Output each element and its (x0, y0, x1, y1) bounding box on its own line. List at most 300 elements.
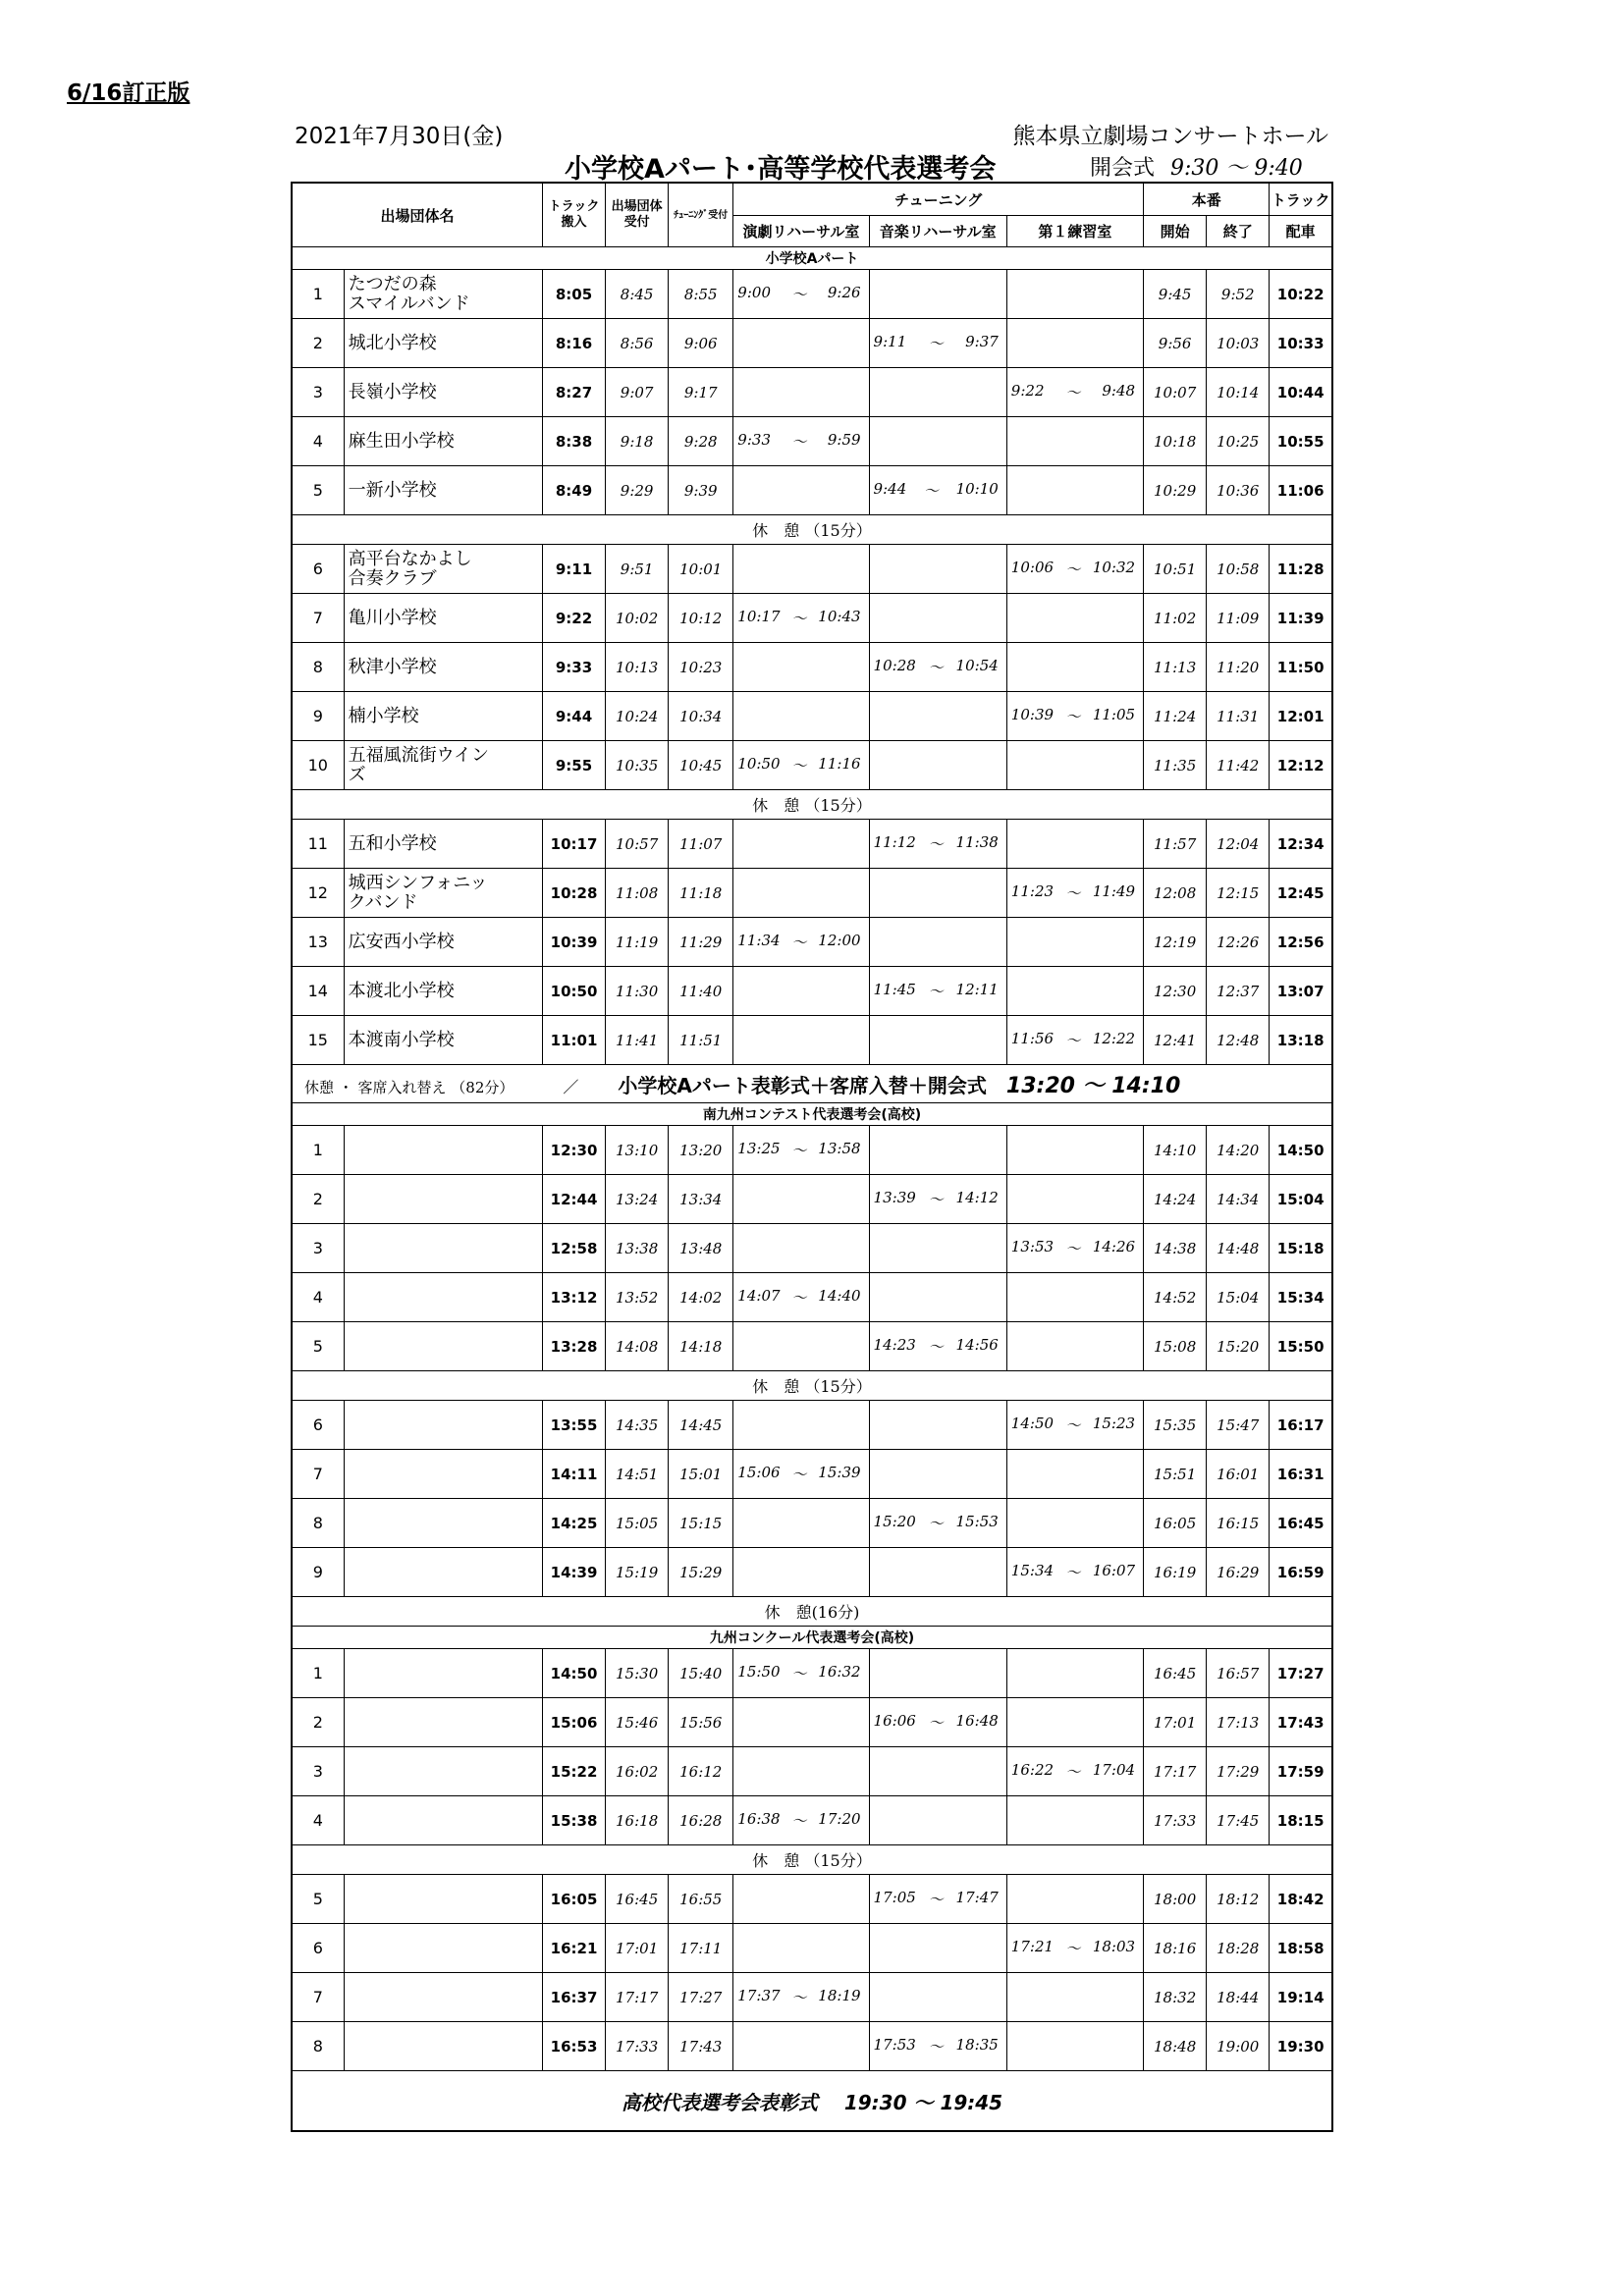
truck-in-time: 8:38 (542, 417, 605, 466)
tilde: ～ (791, 433, 807, 451)
tuning-to: 16:07 (1092, 1562, 1136, 1579)
group-name (344, 1649, 542, 1698)
long-break-label: 休憩 ・ 客席入れ替え （82分） (304, 1078, 514, 1096)
group-name (344, 1875, 542, 1924)
tilde: ～ (1065, 1240, 1081, 1257)
music-room-slot (869, 270, 1006, 319)
schedule-table (291, 182, 1333, 2132)
music-room-slot (869, 1126, 1006, 1175)
practice-room-slot (1006, 692, 1143, 741)
truck-dispatch-time: 18:58 (1270, 1924, 1332, 1973)
schedule-row (292, 1649, 1332, 1698)
ceremony-time: 13:20 ～ 14:10 (1005, 1073, 1181, 1098)
reception-time: 16:45 (606, 1875, 669, 1924)
schedule-row (292, 1924, 1332, 1973)
drama-room-slot (733, 319, 869, 368)
row-number: 12 (292, 869, 344, 918)
group-name (344, 1499, 542, 1548)
tuning-from: 11:45 (873, 981, 916, 998)
long-break-cell (292, 1065, 1332, 1103)
practice-room-slot (1006, 1322, 1143, 1371)
truck-in-time: 9:44 (542, 692, 605, 741)
row-number: 8 (292, 2022, 344, 2071)
music-room-slot (869, 466, 1006, 515)
row-number: 3 (292, 1747, 344, 1796)
tuning-reception-time: 10:01 (669, 545, 733, 594)
practice-room-slot (1006, 1875, 1143, 1924)
group-name-line: 城北小学校 (348, 332, 437, 353)
truck-in-time: 16:05 (542, 1875, 605, 1924)
row-number: 1 (292, 1649, 344, 1698)
truck-dispatch-time: 13:07 (1270, 967, 1332, 1016)
tuning-from: 9:44 (873, 480, 907, 498)
performance-end: 12:15 (1207, 869, 1270, 918)
reception-time: 14:51 (606, 1450, 669, 1499)
performance-end: 11:42 (1207, 741, 1270, 790)
tuning-to: 10:43 (818, 608, 861, 625)
opening-time: 9:30 ～ 9:40 (1170, 156, 1303, 181)
tuning-to: 11:05 (1092, 706, 1136, 723)
truck-dispatch-time: 16:59 (1270, 1548, 1332, 1597)
performance-end: 10:36 (1207, 466, 1270, 515)
music-room-slot (869, 417, 1006, 466)
tilde: ～ (1065, 561, 1081, 578)
drama-room-slot (733, 417, 869, 466)
tuning-to: 14:12 (955, 1189, 999, 1206)
group-name-line: 高平台なかよし (348, 548, 472, 569)
group-name (344, 869, 542, 918)
row-number: 4 (292, 417, 344, 466)
tilde: ～ (923, 482, 939, 500)
tuning-to: 13:58 (818, 1140, 861, 1157)
truck-in-time: 16:37 (542, 1973, 605, 2022)
reception-time: 17:17 (606, 1973, 669, 2022)
tuning-from: 13:39 (873, 1189, 916, 1206)
truck-dispatch-time: 16:31 (1270, 1450, 1332, 1499)
truck-dispatch-time: 12:12 (1270, 741, 1332, 790)
tuning-reception-time: 15:01 (669, 1450, 733, 1499)
performance-end: 16:15 (1207, 1499, 1270, 1548)
practice-room-slot (1006, 1401, 1143, 1450)
tuning-reception-time: 11:40 (669, 967, 733, 1016)
practice-room-slot (1006, 869, 1143, 918)
tuning-reception-time: 16:55 (669, 1875, 733, 1924)
performance-start: 16:45 (1144, 1649, 1207, 1698)
group-name (344, 368, 542, 417)
performance-end: 18:12 (1207, 1875, 1270, 1924)
tilde: ～ (928, 1191, 944, 1208)
schedule-row (292, 1224, 1332, 1273)
performance-start: 18:00 (1144, 1875, 1207, 1924)
tilde: ～ (791, 757, 807, 774)
tuning-reception-time: 9:17 (669, 368, 733, 417)
tuning-from: 13:53 (1010, 1238, 1055, 1255)
tuning-from: 14:07 (737, 1287, 781, 1305)
row-number: 14 (292, 967, 344, 1016)
tuning-to: 10:32 (1092, 559, 1136, 576)
reception-time: 15:30 (606, 1649, 669, 1698)
practice-room-slot (1006, 270, 1143, 319)
tuning-reception-time: 17:11 (669, 1924, 733, 1973)
performance-end: 16:29 (1207, 1548, 1270, 1597)
reception-time: 14:08 (606, 1322, 669, 1371)
tuning-reception-time: 10:45 (669, 741, 733, 790)
performance-start: 16:05 (1144, 1499, 1207, 1548)
tuning-from: 10:50 (737, 755, 781, 773)
truck-dispatch-time: 16:17 (1270, 1401, 1332, 1450)
truck-dispatch-time: 18:42 (1270, 1875, 1332, 1924)
performance-start: 17:33 (1144, 1796, 1207, 1845)
row-number: 6 (292, 545, 344, 594)
performance-start: 10:18 (1144, 417, 1207, 466)
tuning-to: 17:47 (955, 1889, 999, 1906)
drama-room-slot (733, 820, 869, 869)
tuning-from: 11:12 (873, 833, 916, 851)
row-number: 7 (292, 594, 344, 643)
break-label: 休 憩 （15分） (292, 515, 1332, 545)
performance-start: 9:45 (1144, 270, 1207, 319)
tuning-from: 15:20 (873, 1513, 916, 1530)
group-name (344, 270, 542, 319)
practice-room-slot (1006, 466, 1143, 515)
tuning-to: 14:40 (818, 1287, 861, 1305)
break-label: 休 憩 （15分） (292, 1845, 1332, 1875)
truck-in-time: 14:11 (542, 1450, 605, 1499)
group-name-line: 五和小学校 (348, 832, 437, 854)
group-name (344, 1126, 542, 1175)
drama-room-slot (733, 1450, 869, 1499)
row-number: 3 (292, 368, 344, 417)
practice-room-slot (1006, 1747, 1143, 1796)
schedule-row (292, 1796, 1332, 1845)
tuning-to: 14:26 (1092, 1238, 1136, 1255)
page-title: 小学校Aパート･高等学校代表選考会 (565, 154, 997, 185)
reception-time: 8:45 (606, 270, 669, 319)
tilde: ～ (1065, 708, 1081, 725)
tilde: ～ (928, 659, 944, 676)
tilde: ～ (1065, 884, 1081, 902)
reception-time: 15:46 (606, 1698, 669, 1747)
reception-time: 10:57 (606, 820, 669, 869)
venue-name: 熊本県立劇場コンサートホール (1012, 124, 1328, 149)
tuning-from: 15:34 (1010, 1562, 1055, 1579)
truck-in-time: 9:11 (542, 545, 605, 594)
tuning-reception-time: 15:15 (669, 1499, 733, 1548)
practice-room-slot (1006, 1796, 1143, 1845)
tuning-reception-time: 14:18 (669, 1322, 733, 1371)
tuning-reception-time: 11:18 (669, 869, 733, 918)
truck-dispatch-time: 17:27 (1270, 1649, 1332, 1698)
reception-time: 15:05 (606, 1499, 669, 1548)
group-name (344, 1548, 542, 1597)
performance-end: 17:29 (1207, 1747, 1270, 1796)
truck-in-time: 11:01 (542, 1016, 605, 1065)
header-end: 終了 (1207, 216, 1270, 247)
group-name-line: 城西シンフォニッ (348, 872, 488, 893)
tuning-from: 17:21 (1010, 1938, 1055, 1955)
group-name (344, 1747, 542, 1796)
performance-end: 17:13 (1207, 1698, 1270, 1747)
row-number: 9 (292, 1548, 344, 1597)
schedule-row (292, 918, 1332, 967)
group-name (344, 417, 542, 466)
tuning-reception-time: 13:20 (669, 1126, 733, 1175)
tuning-to: 12:00 (818, 932, 861, 949)
drama-room-slot (733, 2022, 869, 2071)
drama-room-slot (733, 1175, 869, 1224)
schedule-row (292, 1016, 1332, 1065)
tuning-from: 11:23 (1010, 882, 1055, 900)
schedule-row (292, 1322, 1332, 1371)
tuning-reception-time: 14:45 (669, 1401, 733, 1450)
tilde: ～ (1065, 1763, 1081, 1781)
event-date: 2021年7月30日(金) (295, 124, 504, 149)
row-number: 6 (292, 1924, 344, 1973)
truck-in-time: 12:58 (542, 1224, 605, 1273)
schedule-row (292, 1875, 1332, 1924)
performance-start: 9:56 (1144, 319, 1207, 368)
tuning-reception-time: 11:29 (669, 918, 733, 967)
truck-dispatch-time: 12:45 (1270, 869, 1332, 918)
tilde: ～ (1065, 1564, 1081, 1581)
tilde: ～ (791, 1466, 807, 1483)
header-tuning-reception: ﾁｭｰﾆﾝｸﾞ受付 (669, 183, 733, 247)
music-room-slot (869, 1401, 1006, 1450)
tuning-from: 16:22 (1010, 1761, 1055, 1779)
group-name (344, 1224, 542, 1273)
header-group-name: 出場団体名 (292, 183, 542, 247)
truck-dispatch-time: 11:50 (1270, 643, 1332, 692)
break-row (292, 1371, 1332, 1401)
tuning-to: 10:10 (955, 480, 999, 498)
practice-room-slot (1006, 967, 1143, 1016)
tuning-to: 14:56 (955, 1336, 999, 1354)
practice-room-slot (1006, 417, 1143, 466)
performance-end: 11:09 (1207, 594, 1270, 643)
performance-start: 11:35 (1144, 741, 1207, 790)
group-name (344, 1401, 542, 1450)
group-name-line: 亀川小学校 (348, 607, 437, 628)
reception-time: 14:35 (606, 1401, 669, 1450)
truck-dispatch-time: 15:18 (1270, 1224, 1332, 1273)
reception-time: 15:19 (606, 1548, 669, 1597)
reception-time: 16:18 (606, 1796, 669, 1845)
tuning-to: 16:32 (818, 1663, 861, 1681)
practice-room-slot (1006, 1273, 1143, 1322)
performance-end: 14:34 (1207, 1175, 1270, 1224)
break-row (292, 1597, 1332, 1627)
drama-room-slot (733, 643, 869, 692)
tuning-from: 16:06 (873, 1712, 916, 1730)
schedule-row (292, 594, 1332, 643)
drama-room-slot (733, 1796, 869, 1845)
group-name-line: 楠小学校 (348, 705, 419, 726)
reception-time: 11:08 (606, 869, 669, 918)
performance-start: 11:24 (1144, 692, 1207, 741)
music-room-slot (869, 1924, 1006, 1973)
tuning-to: 11:49 (1092, 882, 1136, 900)
reception-time: 9:29 (606, 466, 669, 515)
performance-end: 10:14 (1207, 368, 1270, 417)
performance-end: 16:57 (1207, 1649, 1270, 1698)
group-name (344, 1796, 542, 1845)
performance-start: 12:30 (1144, 967, 1207, 1016)
group-name (344, 1924, 542, 1973)
truck-dispatch-time: 14:50 (1270, 1126, 1332, 1175)
header-reception: 出場団体受付 (606, 183, 669, 247)
tilde: ～ (928, 983, 944, 1000)
truck-in-time: 8:05 (542, 270, 605, 319)
truck-in-time: 14:50 (542, 1649, 605, 1698)
tilde: ～ (928, 1891, 944, 1908)
header-music-room: 音楽リハーサル室 (869, 216, 1006, 247)
tilde: ～ (1065, 1940, 1081, 1957)
performance-end: 17:45 (1207, 1796, 1270, 1845)
music-room-slot (869, 1698, 1006, 1747)
truck-dispatch-time: 11:28 (1270, 545, 1332, 594)
truck-dispatch-time: 12:56 (1270, 918, 1332, 967)
truck-in-time: 16:53 (542, 2022, 605, 2071)
performance-end: 10:25 (1207, 417, 1270, 466)
truck-in-time: 8:27 (542, 368, 605, 417)
performance-start: 18:32 (1144, 1973, 1207, 2022)
schedule-row (292, 1548, 1332, 1597)
group-name-line: 長嶺小学校 (348, 381, 437, 402)
tuning-from: 11:56 (1010, 1030, 1055, 1047)
header-row-1 (292, 183, 1332, 216)
row-number: 4 (292, 1796, 344, 1845)
music-room-slot (869, 1224, 1006, 1273)
truck-in-time: 8:49 (542, 466, 605, 515)
break-row (292, 1845, 1332, 1875)
truck-dispatch-time: 16:45 (1270, 1499, 1332, 1548)
performance-start: 11:02 (1144, 594, 1207, 643)
schedule-row (292, 1747, 1332, 1796)
reception-time: 8:56 (606, 319, 669, 368)
tuning-to: 9:59 (827, 431, 861, 449)
tuning-reception-time: 9:06 (669, 319, 733, 368)
schedule-row (292, 270, 1332, 319)
music-room-slot (869, 368, 1006, 417)
schedule-row (292, 319, 1332, 368)
tuning-from: 15:06 (737, 1464, 781, 1481)
music-room-slot (869, 2022, 1006, 2071)
music-room-slot (869, 1747, 1006, 1796)
performance-start: 15:35 (1144, 1401, 1207, 1450)
break-row (292, 790, 1332, 820)
performance-start: 18:16 (1144, 1924, 1207, 1973)
music-room-slot (869, 594, 1006, 643)
practice-room-slot (1006, 1698, 1143, 1747)
practice-room-slot (1006, 594, 1143, 643)
music-room-slot (869, 643, 1006, 692)
performance-start: 12:41 (1144, 1016, 1207, 1065)
truck-dispatch-time: 19:30 (1270, 2022, 1332, 2071)
performance-end: 15:20 (1207, 1322, 1270, 1371)
truck-dispatch-time: 12:34 (1270, 820, 1332, 869)
tilde: ～ (1065, 1032, 1081, 1049)
drama-room-slot (733, 918, 869, 967)
tuning-reception-time: 17:27 (669, 1973, 733, 2022)
tuning-reception-time: 9:39 (669, 466, 733, 515)
practice-room-slot (1006, 2022, 1143, 2071)
drama-room-slot (733, 594, 869, 643)
tuning-from: 10:28 (873, 657, 916, 674)
group-name (344, 1698, 542, 1747)
reception-time: 10:13 (606, 643, 669, 692)
tuning-from: 14:23 (873, 1336, 916, 1354)
schedule-row (292, 466, 1332, 515)
tuning-from: 17:05 (873, 1889, 916, 1906)
performance-end: 16:01 (1207, 1450, 1270, 1499)
practice-room-slot (1006, 918, 1143, 967)
drama-room-slot (733, 967, 869, 1016)
tuning-to: 9:26 (827, 284, 861, 301)
schedule-row (292, 1273, 1332, 1322)
practice-room-slot (1006, 319, 1143, 368)
drama-room-slot (733, 368, 869, 417)
truck-in-time: 10:28 (542, 869, 605, 918)
music-room-slot (869, 1796, 1006, 1845)
row-number: 11 (292, 820, 344, 869)
tuning-reception-time: 15:29 (669, 1548, 733, 1597)
practice-room-slot (1006, 1450, 1143, 1499)
header-drama-room: 演劇リハーサル室 (733, 216, 869, 247)
schedule-row (292, 1698, 1332, 1747)
truck-in-time: 10:39 (542, 918, 605, 967)
tuning-to: 12:11 (955, 981, 999, 998)
tilde: ～ (1065, 384, 1081, 401)
tuning-reception-time: 17:43 (669, 2022, 733, 2071)
practice-room-slot (1006, 1499, 1143, 1548)
reception-time: 13:38 (606, 1224, 669, 1273)
drama-room-slot (733, 545, 869, 594)
header-practice-room: 第１練習室 (1006, 216, 1143, 247)
tuning-to: 15:23 (1092, 1415, 1136, 1432)
tuning-from: 13:25 (737, 1140, 781, 1157)
tilde: ～ (791, 286, 807, 303)
break-label: 休 憩(16分) (292, 1597, 1332, 1627)
music-room-slot (869, 1875, 1006, 1924)
tuning-reception-time: 10:34 (669, 692, 733, 741)
tuning-to: 9:48 (1102, 382, 1136, 400)
schedule-row (292, 1973, 1332, 2022)
music-room-slot (869, 1499, 1006, 1548)
performance-end: 11:31 (1207, 692, 1270, 741)
truck-dispatch-time: 10:22 (1270, 270, 1332, 319)
header-dispatch: 配車 (1270, 216, 1332, 247)
drama-room-slot (733, 1973, 869, 2022)
tuning-reception-time: 10:12 (669, 594, 733, 643)
reception-time: 13:10 (606, 1126, 669, 1175)
truck-in-time: 15:06 (542, 1698, 605, 1747)
tilde: ～ (791, 934, 807, 951)
tuning-reception-time: 8:55 (669, 270, 733, 319)
tuning-from: 15:50 (737, 1663, 781, 1681)
practice-room-slot (1006, 1175, 1143, 1224)
reception-time: 11:30 (606, 967, 669, 1016)
header-tuning: チューニング (733, 183, 1144, 216)
section-title: 九州コンクール代表選考会(高校) (292, 1627, 1332, 1649)
group-name-line: 本渡南小学校 (348, 1029, 455, 1050)
truck-in-time: 10:17 (542, 820, 605, 869)
performance-start: 18:48 (1144, 2022, 1207, 2071)
reception-time: 17:33 (606, 2022, 669, 2071)
tilde: ～ (791, 1289, 807, 1307)
group-name-line: ズ (348, 764, 366, 785)
row-number: 5 (292, 1322, 344, 1371)
row-number: 2 (292, 1175, 344, 1224)
